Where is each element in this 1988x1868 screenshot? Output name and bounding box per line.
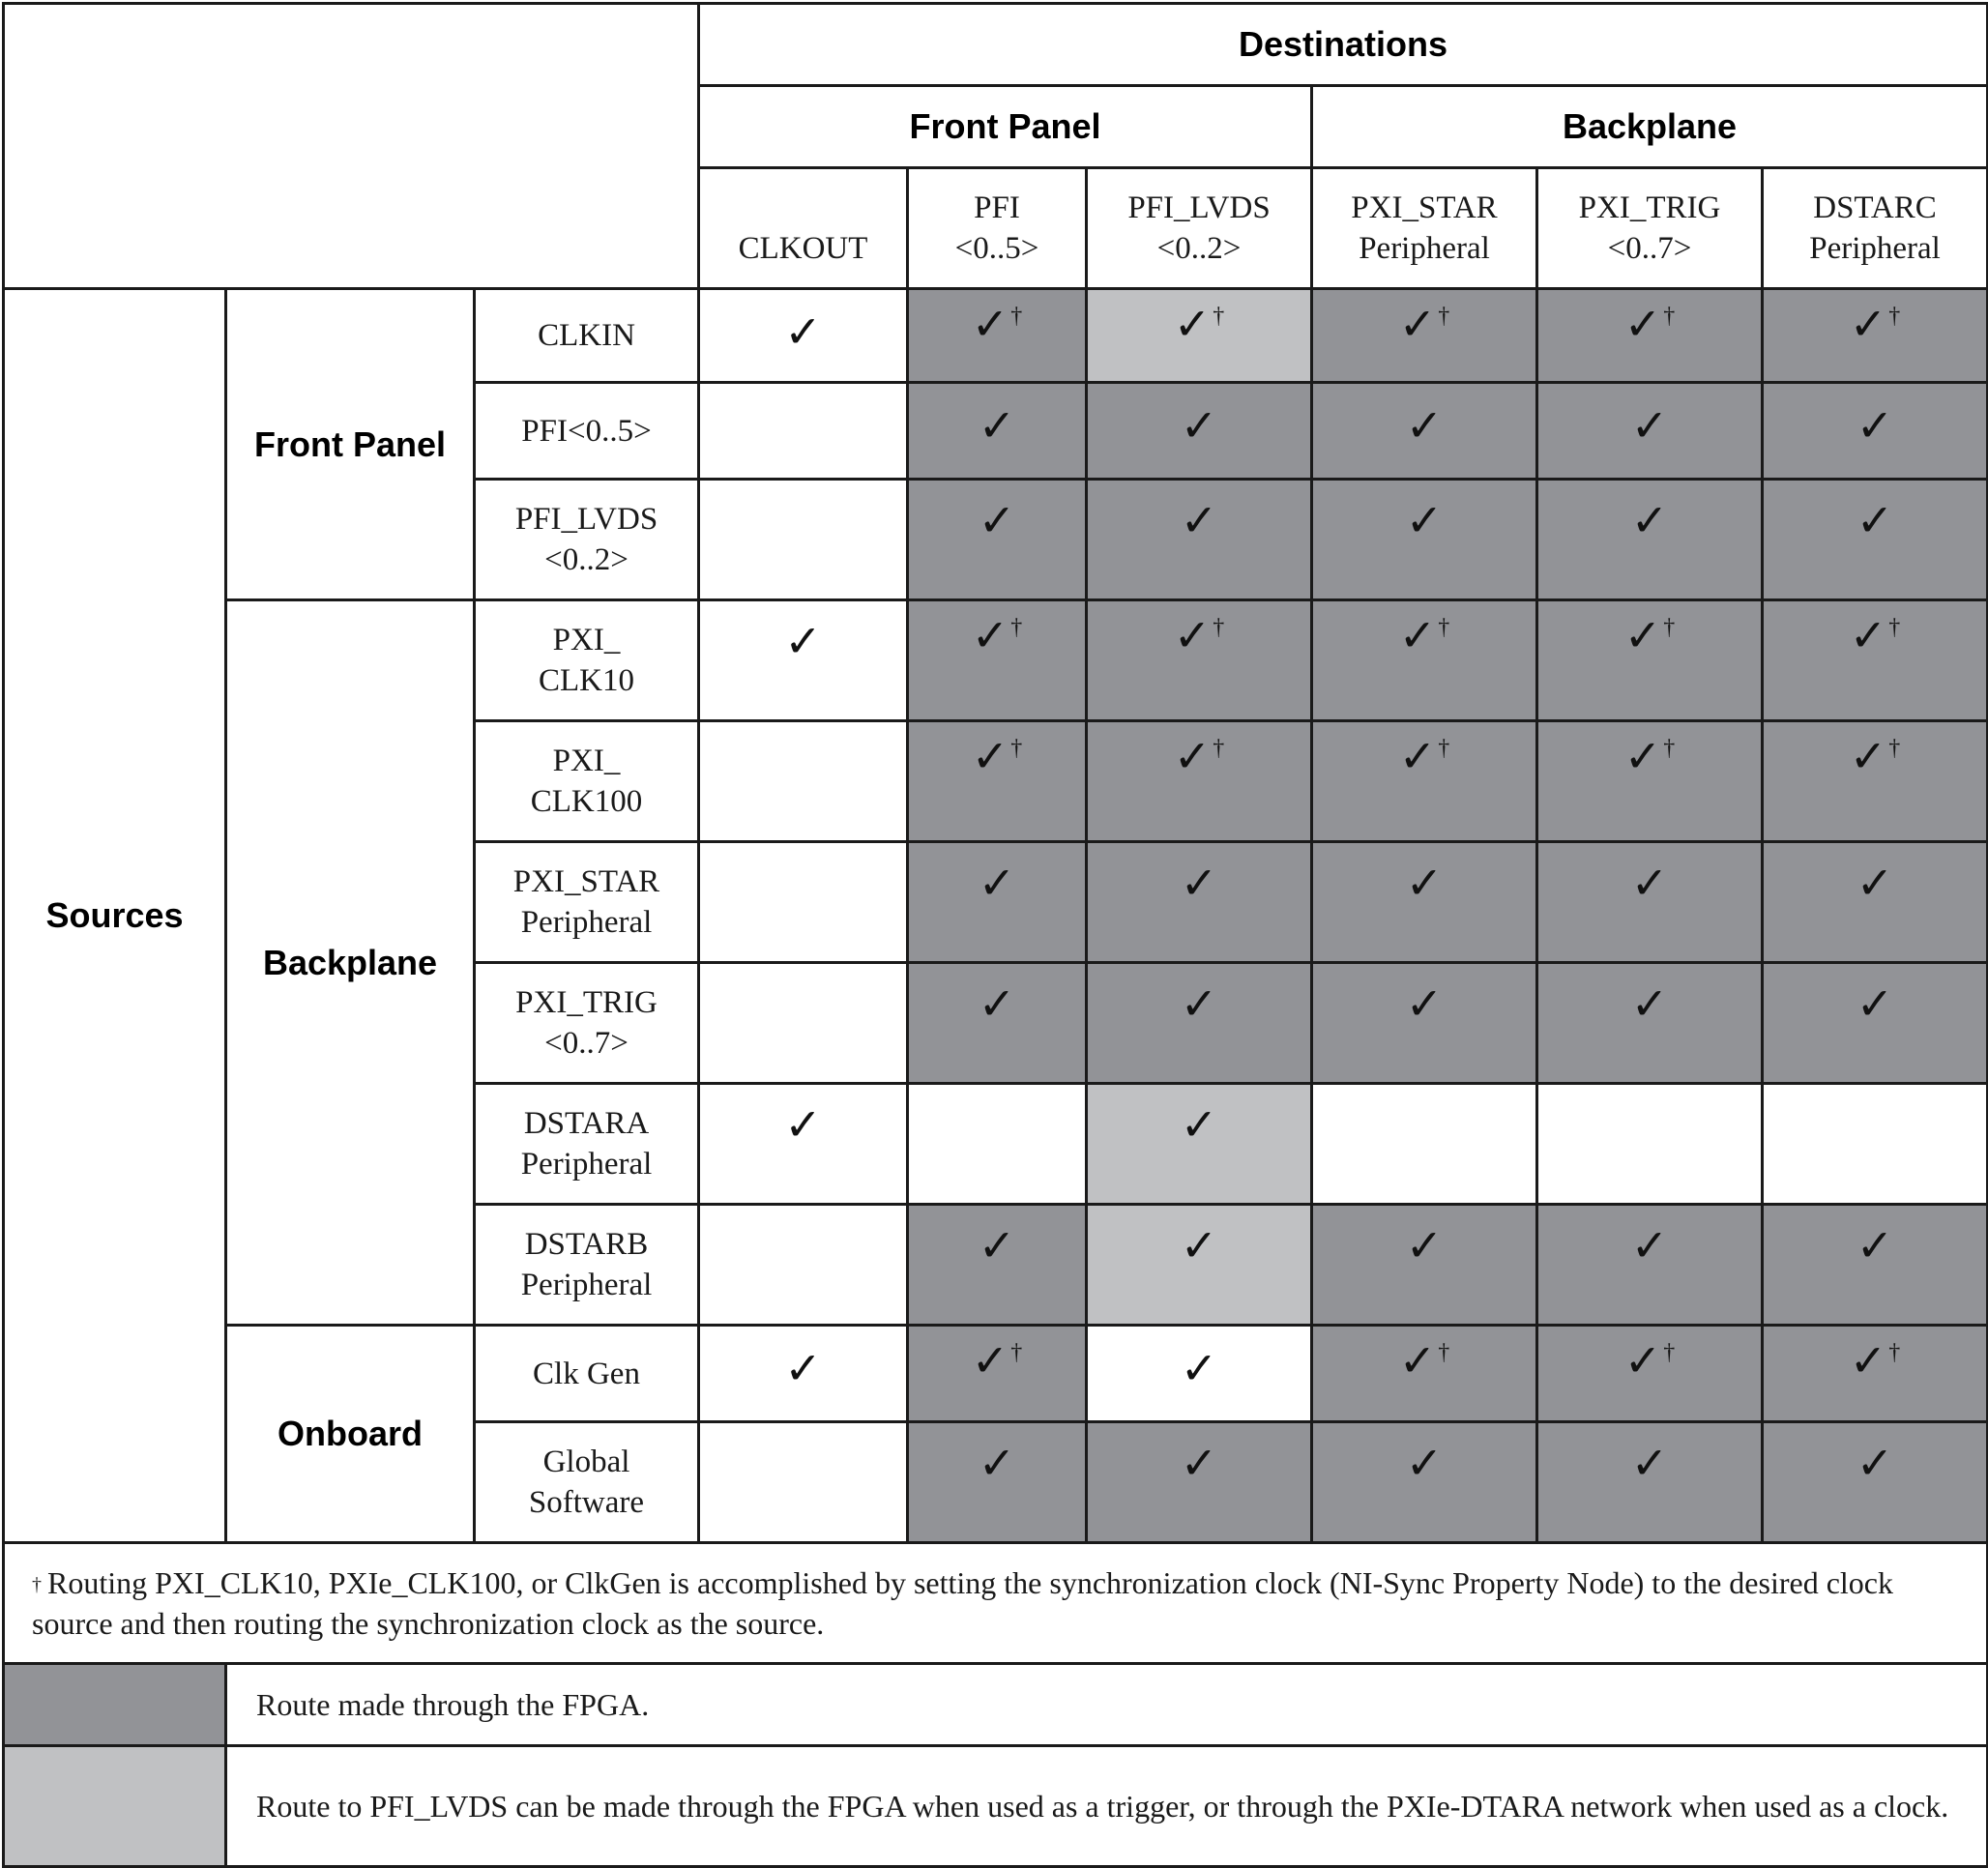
source-label-dstara xyxy=(475,1084,699,1205)
route-cell xyxy=(1763,963,1988,1084)
check-icon: ✓ xyxy=(971,1334,1009,1386)
destinations-header: Destinations xyxy=(699,4,1988,86)
dagger-mark: † xyxy=(1888,615,1901,640)
label-line: CLK10 xyxy=(539,663,634,698)
label-line: PFI<0..5> xyxy=(521,413,652,449)
check-icon: ✓ xyxy=(1849,1334,1887,1386)
dagger-mark: † xyxy=(1010,1340,1023,1365)
route-cell xyxy=(1087,1084,1312,1205)
check-icon: ✓ xyxy=(1405,1437,1444,1489)
route-cell xyxy=(908,1084,1087,1205)
route-cell xyxy=(1087,1422,1312,1543)
check-icon: ✓ xyxy=(978,1219,1016,1271)
route-cell xyxy=(1087,480,1312,600)
route-cell xyxy=(908,600,1087,721)
footnote-dagger: † xyxy=(32,1574,42,1595)
label-line: PXI_STAR xyxy=(1351,190,1498,225)
check-icon: ✓ xyxy=(1405,978,1444,1030)
source-group-front-panel: Front Panel xyxy=(226,289,475,600)
label-line: CLKOUT xyxy=(738,231,868,266)
route-cell xyxy=(1763,1205,1988,1326)
legend-text: Route made through the FPGA. xyxy=(226,1664,1988,1746)
label-line: Clk Gen xyxy=(533,1356,640,1391)
table-row xyxy=(4,289,1988,383)
dagger-mark: † xyxy=(1438,304,1450,329)
dagger-mark: † xyxy=(1888,304,1901,329)
route-cell xyxy=(908,963,1087,1084)
dagger-mark: † xyxy=(1010,736,1023,761)
check-icon: ✓ xyxy=(1856,1219,1894,1271)
route-cell xyxy=(1312,600,1537,721)
check-icon: ✓ xyxy=(784,306,822,358)
source-label-dstarb xyxy=(475,1205,699,1326)
route-cell xyxy=(1763,842,1988,963)
check-icon: ✓ xyxy=(1630,1219,1669,1271)
route-cell xyxy=(1537,1326,1763,1422)
check-icon: ✓ xyxy=(1630,399,1669,452)
check-icon: ✓ xyxy=(1856,399,1894,452)
corner-blank-cell xyxy=(4,4,699,289)
label-line: <0..5> xyxy=(954,231,1039,266)
check-icon: ✓ xyxy=(1180,1219,1218,1271)
check-icon: ✓ xyxy=(1856,978,1894,1030)
check-icon: ✓ xyxy=(784,615,822,667)
route-cell xyxy=(1763,1326,1988,1422)
dagger-mark: † xyxy=(1213,736,1225,761)
source-label-pfi-lvds xyxy=(475,480,699,600)
label-line: Peripheral xyxy=(1809,231,1941,266)
route-cell xyxy=(699,963,908,1084)
label-line: CLK100 xyxy=(530,784,643,819)
dagger-mark: † xyxy=(1010,615,1023,640)
check-icon: ✓ xyxy=(1623,298,1662,350)
dagger-mark: † xyxy=(1010,304,1023,329)
dagger-mark: † xyxy=(1663,304,1676,329)
check-icon: ✓ xyxy=(1405,494,1444,546)
dagger-mark: † xyxy=(1213,304,1225,329)
label-line: PXI_ xyxy=(552,623,621,657)
legend-swatch-light xyxy=(4,1746,226,1867)
label-line: DSTARC xyxy=(1813,190,1937,225)
check-icon: ✓ xyxy=(1630,857,1669,909)
source-label-pxi-star xyxy=(475,842,699,963)
route-cell xyxy=(1312,842,1537,963)
route-cell xyxy=(1537,1084,1763,1205)
route-cell xyxy=(908,1205,1087,1326)
label-line: DSTARA xyxy=(523,1106,650,1141)
route-cell xyxy=(699,842,908,963)
label-line: <0..7> xyxy=(544,1026,629,1061)
label-line: Global xyxy=(542,1445,630,1479)
route-cell xyxy=(1087,289,1312,383)
check-icon: ✓ xyxy=(1623,1334,1662,1386)
check-icon: ✓ xyxy=(1623,609,1662,661)
check-icon: ✓ xyxy=(971,298,1009,350)
route-cell xyxy=(1763,383,1988,480)
route-cell xyxy=(699,1084,908,1205)
route-cell xyxy=(1312,963,1537,1084)
route-cell xyxy=(908,480,1087,600)
dagger-mark: † xyxy=(1438,1340,1450,1365)
dagger-mark: † xyxy=(1663,1340,1676,1365)
legend-text: Route to PFI_LVDS can be made through the FPGA when used as a trigger, or through the PXIe-DTARA network when used as a clock. xyxy=(226,1746,1988,1867)
label-line: CLKIN xyxy=(538,318,635,353)
footnote-text: Routing PXI_CLK10, PXIe_CLK100, or ClkGen is accomplished by setting the synchronization clock (NI-Sync Property Node) to the desired clock source and then routing the synchronization clock as the source. xyxy=(32,1565,1893,1641)
label-line: <0..2> xyxy=(1156,231,1242,266)
route-cell xyxy=(1537,1205,1763,1326)
label-line: <0..7> xyxy=(1607,231,1692,266)
route-cell xyxy=(699,600,908,721)
check-icon: ✓ xyxy=(1405,857,1444,909)
source-label-global-software xyxy=(475,1422,699,1543)
check-icon: ✓ xyxy=(978,494,1016,546)
table-row xyxy=(4,600,1988,721)
check-icon: ✓ xyxy=(1398,730,1437,782)
legend-row xyxy=(4,1664,1988,1746)
label-line: PXI_STAR xyxy=(512,864,660,899)
check-icon: ✓ xyxy=(784,1098,822,1151)
route-cell xyxy=(699,721,908,842)
check-icon: ✓ xyxy=(1180,494,1218,546)
clock-routing-table xyxy=(2,2,1988,1868)
check-icon: ✓ xyxy=(1856,494,1894,546)
route-cell xyxy=(699,480,908,600)
check-icon: ✓ xyxy=(1849,730,1887,782)
route-cell xyxy=(1537,600,1763,721)
route-cell xyxy=(908,842,1087,963)
label-line: Software xyxy=(528,1485,645,1520)
check-icon: ✓ xyxy=(1173,730,1212,782)
check-icon: ✓ xyxy=(1398,609,1437,661)
check-icon: ✓ xyxy=(1180,1437,1218,1489)
route-cell xyxy=(699,383,908,480)
source-label-pxi-trig xyxy=(475,963,699,1084)
check-icon: ✓ xyxy=(1405,1219,1444,1271)
route-cell xyxy=(1537,721,1763,842)
check-icon: ✓ xyxy=(1180,978,1218,1030)
column-header-dstarc xyxy=(1763,168,1988,289)
source-label-clkin xyxy=(475,289,699,383)
route-cell xyxy=(1087,600,1312,721)
dagger-mark: † xyxy=(1888,736,1901,761)
legend-swatch-dark xyxy=(4,1664,226,1746)
route-cell xyxy=(1087,1326,1312,1422)
route-cell xyxy=(1087,1205,1312,1326)
label-line: PXI_TRIG xyxy=(515,985,658,1020)
route-cell xyxy=(1763,289,1988,383)
label-line: PXI_ xyxy=(552,744,621,778)
source-group-onboard: Onboard xyxy=(226,1326,475,1543)
route-cell xyxy=(1537,383,1763,480)
route-cell xyxy=(908,1326,1087,1422)
route-cell xyxy=(699,1205,908,1326)
check-icon: ✓ xyxy=(1173,609,1212,661)
dest-group-backplane: Backplane xyxy=(1312,86,1988,168)
route-cell xyxy=(1763,1422,1988,1543)
source-label-pfi xyxy=(475,383,699,480)
route-cell xyxy=(1763,721,1988,842)
footnote xyxy=(4,1543,1988,1664)
label-line: PFI xyxy=(974,190,1020,225)
legend-row xyxy=(4,1746,1988,1867)
dagger-mark: † xyxy=(1438,615,1450,640)
route-cell xyxy=(1312,480,1537,600)
check-icon: ✓ xyxy=(1623,730,1662,782)
route-cell xyxy=(699,1422,908,1543)
check-icon: ✓ xyxy=(1180,1098,1218,1151)
column-header-clkout xyxy=(699,168,908,289)
check-icon: ✓ xyxy=(978,399,1016,452)
column-header-pfi xyxy=(908,168,1087,289)
route-cell xyxy=(908,1422,1087,1543)
route-cell xyxy=(908,383,1087,480)
route-cell xyxy=(908,721,1087,842)
check-icon: ✓ xyxy=(978,978,1016,1030)
dagger-mark: † xyxy=(1438,736,1450,761)
label-line: <0..2> xyxy=(544,542,629,577)
check-icon: ✓ xyxy=(1849,609,1887,661)
dagger-mark: † xyxy=(1888,1340,1901,1365)
check-icon: ✓ xyxy=(1405,399,1444,452)
route-cell xyxy=(699,289,908,383)
route-cell xyxy=(1312,1326,1537,1422)
table-row xyxy=(4,1326,1988,1422)
route-cell xyxy=(1087,963,1312,1084)
dagger-mark: † xyxy=(1213,615,1225,640)
column-header-pxi-trig xyxy=(1537,168,1763,289)
column-header-pxi-star xyxy=(1312,168,1537,289)
route-cell xyxy=(1763,1084,1988,1205)
route-cell xyxy=(1537,842,1763,963)
dagger-mark: † xyxy=(1663,615,1676,640)
route-cell xyxy=(908,289,1087,383)
route-cell xyxy=(1537,1422,1763,1543)
route-cell xyxy=(1537,289,1763,383)
check-icon: ✓ xyxy=(1849,298,1887,350)
check-icon: ✓ xyxy=(978,1437,1016,1489)
route-cell xyxy=(1087,842,1312,963)
route-cell xyxy=(1763,480,1988,600)
check-icon: ✓ xyxy=(1180,399,1218,452)
source-group-backplane: Backplane xyxy=(226,600,475,1326)
label-line: PFI_LVDS xyxy=(514,502,658,537)
route-cell xyxy=(1087,383,1312,480)
route-cell xyxy=(699,1326,908,1422)
check-icon: ✓ xyxy=(1630,494,1669,546)
label-line: PXI_TRIG xyxy=(1578,190,1721,225)
route-cell xyxy=(1312,383,1537,480)
check-icon: ✓ xyxy=(1630,1437,1669,1489)
source-label-pxi-clk100 xyxy=(475,721,699,842)
dagger-mark: † xyxy=(1663,736,1676,761)
label-line: DSTARB xyxy=(524,1227,649,1262)
check-icon: ✓ xyxy=(971,730,1009,782)
label-line: Peripheral xyxy=(520,1147,653,1182)
check-icon: ✓ xyxy=(1856,857,1894,909)
source-label-clk-gen xyxy=(475,1326,699,1422)
sources-header: Sources xyxy=(4,289,226,1543)
check-icon: ✓ xyxy=(1398,1334,1437,1386)
check-icon: ✓ xyxy=(971,609,1009,661)
label-line: Peripheral xyxy=(1359,231,1490,266)
dest-group-front-panel: Front Panel xyxy=(699,86,1312,168)
check-icon: ✓ xyxy=(1630,978,1669,1030)
check-icon: ✓ xyxy=(1180,857,1218,909)
route-cell xyxy=(1312,1422,1537,1543)
route-cell xyxy=(1312,721,1537,842)
route-cell xyxy=(1763,600,1988,721)
check-icon: ✓ xyxy=(1173,298,1212,350)
label-line: Peripheral xyxy=(520,905,653,940)
route-cell xyxy=(1312,289,1537,383)
check-icon: ✓ xyxy=(1180,1342,1218,1394)
route-cell xyxy=(1537,480,1763,600)
source-label-pxi-clk10 xyxy=(475,600,699,721)
check-icon: ✓ xyxy=(784,1342,822,1394)
label-line: Peripheral xyxy=(520,1268,653,1302)
route-cell xyxy=(1537,963,1763,1084)
route-cell xyxy=(1312,1205,1537,1326)
check-icon: ✓ xyxy=(1856,1437,1894,1489)
column-header-pfi-lvds xyxy=(1087,168,1312,289)
check-icon: ✓ xyxy=(978,857,1016,909)
label-line: PFI_LVDS xyxy=(1127,190,1271,225)
route-cell xyxy=(1087,721,1312,842)
route-cell xyxy=(1312,1084,1537,1205)
check-icon: ✓ xyxy=(1398,298,1437,350)
